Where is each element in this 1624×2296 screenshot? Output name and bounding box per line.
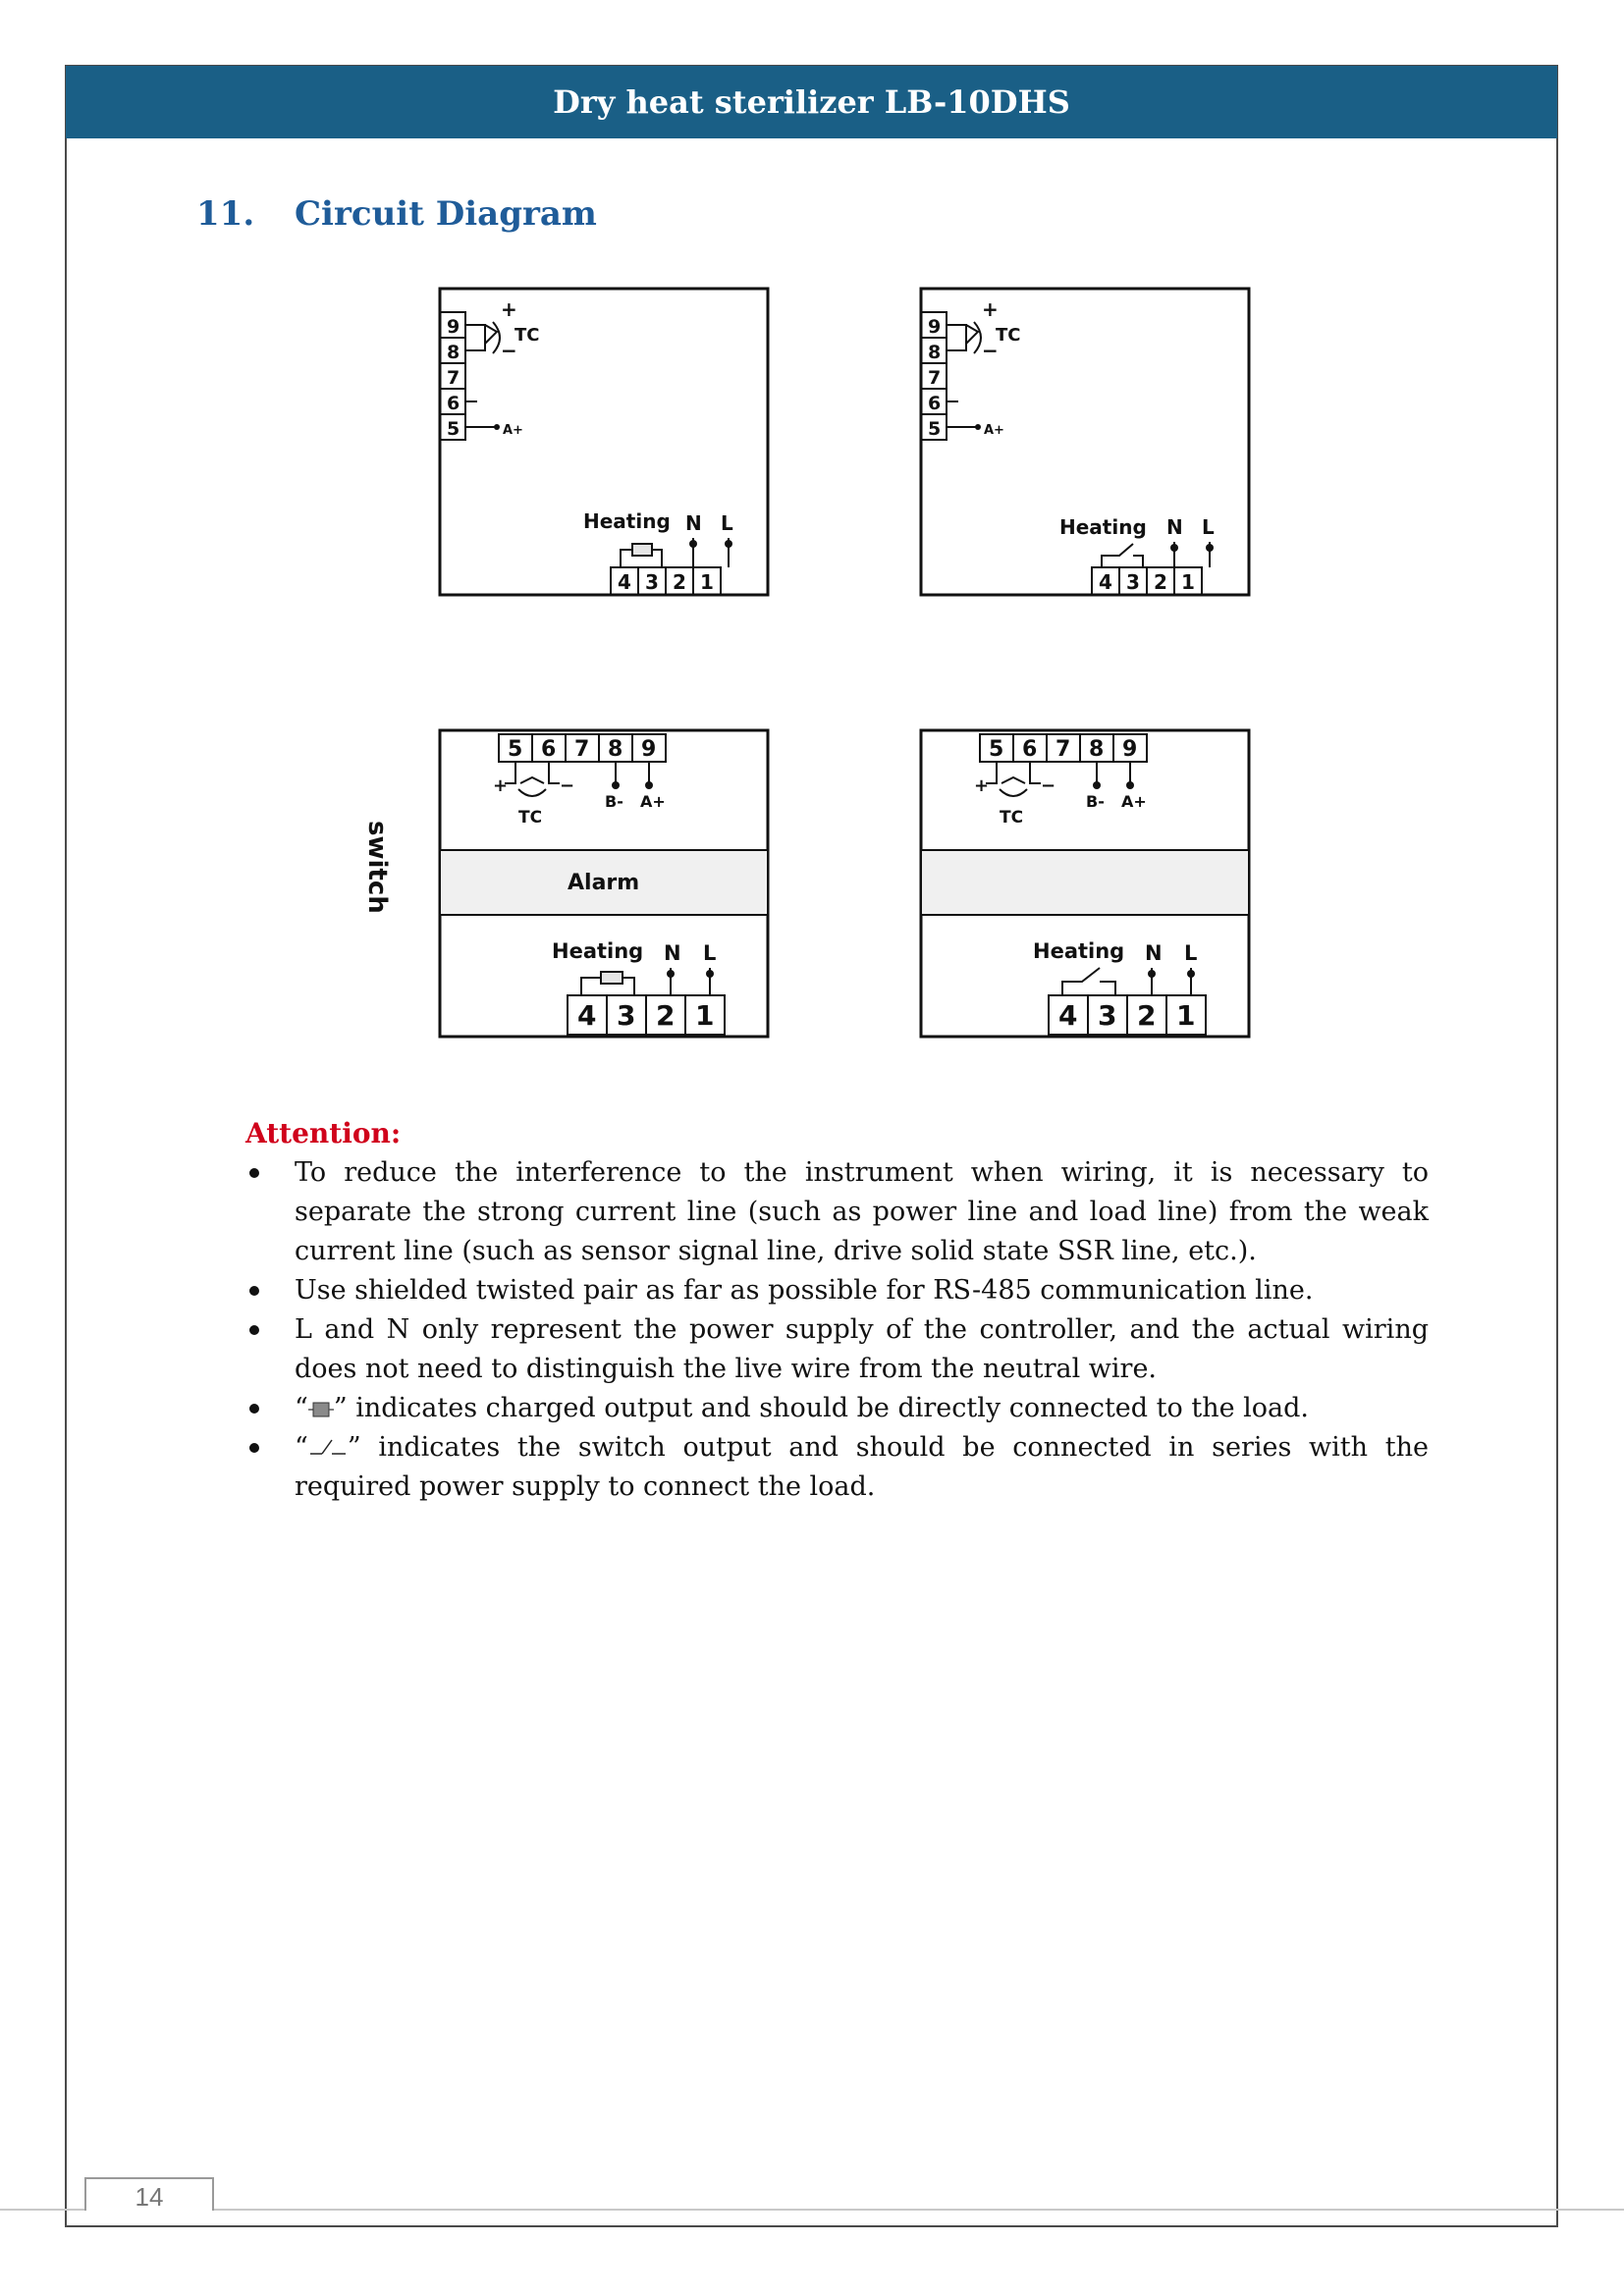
bullet-text: L and N only represent the power supply of the controller, and the actual wiring does not need to distinguish the live wire from the neutral wire. [295, 1314, 1429, 1384]
terminal-9: 9 [928, 316, 942, 338]
attention-heading: Attention: [245, 1117, 402, 1149]
tc-plus: + [982, 297, 999, 321]
n-label: N [685, 511, 702, 535]
list-item [245, 1428, 1429, 1507]
tc-plus: + [493, 775, 509, 796]
n-label: N [1145, 941, 1163, 965]
diagram-vertical-switch-svg [919, 287, 1253, 599]
circuit-diagram-vertical-charged [438, 287, 772, 599]
list-item [245, 1389, 1429, 1428]
thermocouple-symbol [986, 762, 1041, 796]
charged-output-icon [581, 972, 634, 995]
terminal-3: 3 [1098, 999, 1117, 1032]
tc-label: TC [1000, 808, 1024, 828]
diagram-horizontal-charged-svg [438, 728, 772, 1041]
l-label: L [1202, 515, 1215, 539]
alarm-label: Alarm [568, 871, 640, 895]
bullet-icon [249, 1168, 259, 1178]
blank-band [921, 850, 1249, 915]
terminal-9: 9 [1122, 737, 1138, 762]
switch-side-label [361, 815, 397, 923]
terminal-4: 4 [1099, 570, 1112, 594]
n-label: N [664, 941, 681, 965]
diagram-vertical-charged-svg [438, 287, 772, 599]
tc-minus: − [982, 339, 999, 362]
open-quote: “ [295, 1432, 308, 1463]
b-minus-label: B- [1086, 792, 1105, 811]
bullet-text: ” indicates charged output and should be directly connected to the load. [333, 1393, 1309, 1423]
section-title: Circuit Diagram [295, 194, 597, 234]
terminal-2: 2 [673, 570, 686, 594]
bullet-icon [249, 1325, 259, 1335]
tc-minus: − [560, 775, 575, 796]
switch-output-symbol-icon [308, 1436, 348, 1458]
l-label: L [703, 941, 717, 965]
terminal-7: 7 [1056, 737, 1071, 762]
switch-output-icon [1062, 968, 1115, 995]
terminal-2: 2 [1137, 999, 1157, 1032]
tc-minus: − [501, 339, 517, 362]
terminal-8: 8 [608, 737, 623, 762]
terminal-6: 6 [541, 737, 557, 762]
l-label: L [1184, 941, 1198, 965]
attention-section [245, 1117, 1429, 1507]
a-plus-label: A+ [1121, 792, 1147, 811]
section-number: 11. [196, 194, 255, 234]
heating-label: Heating [583, 509, 671, 533]
heating-label: Heating [552, 939, 644, 963]
terminal-9: 9 [447, 316, 460, 338]
terminal-5: 5 [447, 418, 460, 440]
bullet-text: To reduce the interference to the instrument when wiring, it is necessary to separate the strong current line (such as power line and load line) from the weak current line (such as sensor signal line, drive solid state SSR line, etc.). [295, 1157, 1429, 1266]
l-label: L [721, 511, 733, 535]
bullet-icon [249, 1404, 259, 1414]
circuit-diagram-horizontal-switch [919, 728, 1253, 1041]
terminal-8: 8 [447, 342, 460, 363]
terminal-5: 5 [989, 737, 1004, 762]
terminal-7: 7 [928, 367, 942, 389]
a-plus-label: A+ [984, 423, 1004, 438]
terminal-7: 7 [574, 737, 590, 762]
charged-output-icon [621, 544, 662, 567]
switch-label: switch [362, 821, 392, 914]
tc-label: TC [514, 325, 540, 346]
terminal-1: 1 [700, 570, 714, 594]
thermocouple-symbol [465, 322, 500, 353]
open-quote: “ [295, 1393, 308, 1423]
terminal-8: 8 [1089, 737, 1105, 762]
n-label: N [1166, 515, 1183, 539]
tc-minus: − [1041, 775, 1056, 796]
terminal-2: 2 [656, 999, 676, 1032]
a-plus-label: A+ [503, 423, 523, 438]
section-heading [196, 194, 597, 234]
terminal-4: 4 [618, 570, 631, 594]
bullet-text: Use shielded twisted pair as far as possible for RS-485 communication line. [295, 1275, 1314, 1306]
list-item [245, 1153, 1429, 1271]
charged-output-symbol-icon [308, 1401, 334, 1418]
footer-rule [0, 2209, 1624, 2211]
bullet-icon [249, 1286, 259, 1296]
list-item [245, 1310, 1429, 1389]
terminal-6: 6 [1022, 737, 1038, 762]
terminal-5: 5 [928, 418, 942, 440]
bullet-icon [249, 1443, 259, 1453]
heating-label: Heating [1033, 939, 1125, 963]
terminal-1: 1 [1176, 999, 1196, 1032]
terminal-7: 7 [447, 367, 460, 389]
terminal-3: 3 [645, 570, 659, 594]
terminal-4: 4 [577, 999, 597, 1032]
thermocouple-symbol [947, 322, 981, 353]
terminal-4: 4 [1058, 999, 1078, 1032]
list-item [245, 1271, 1429, 1310]
circuit-diagram-horizontal-charged [438, 728, 772, 1041]
terminal-block-left [921, 312, 947, 440]
heating-label: Heating [1059, 515, 1147, 539]
document-header: Dry heat sterilizer LB-10DHS [66, 66, 1557, 138]
terminal-2: 2 [1154, 570, 1167, 594]
attention-list [245, 1153, 1429, 1507]
terminal-8: 8 [928, 342, 942, 363]
page-number: 14 [84, 2177, 214, 2211]
terminal-3: 3 [1126, 570, 1140, 594]
switch-output-icon [1102, 544, 1143, 567]
tc-label: TC [518, 808, 543, 828]
tc-label: TC [996, 325, 1021, 346]
a-plus-label: A+ [640, 792, 666, 811]
terminal-1: 1 [1181, 570, 1195, 594]
thermocouple-symbol [505, 762, 560, 796]
terminal-block-left [440, 312, 465, 440]
terminal-6: 6 [447, 393, 460, 414]
bullet-text: ” indicates the switch output and should be connected in series with the required power supply to connect the load. [295, 1432, 1429, 1502]
diagram-horizontal-switch-svg [919, 728, 1253, 1041]
terminal-3: 3 [617, 999, 636, 1032]
terminal-1: 1 [695, 999, 715, 1032]
tc-plus: + [501, 297, 517, 321]
terminal-5: 5 [508, 737, 523, 762]
terminal-9: 9 [641, 737, 657, 762]
tc-plus: + [974, 775, 990, 796]
circuit-diagram-vertical-switch [919, 287, 1253, 599]
b-minus-label: B- [605, 792, 623, 811]
terminal-6: 6 [928, 393, 942, 414]
